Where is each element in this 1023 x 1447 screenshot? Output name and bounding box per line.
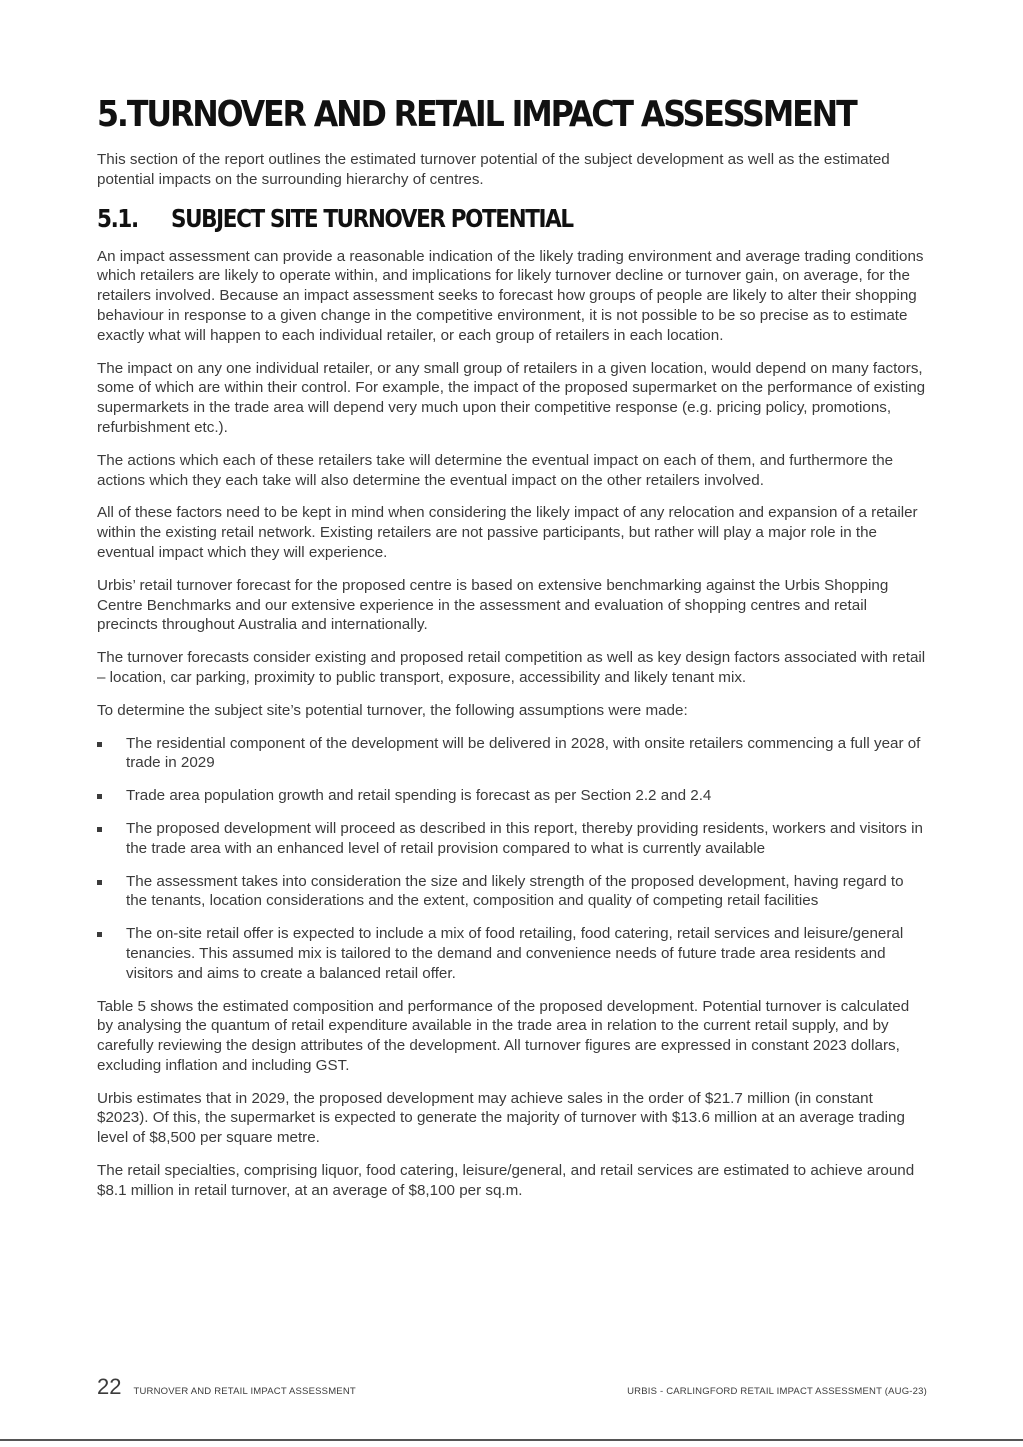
square-bullet-icon	[97, 794, 102, 799]
section-title: TURNOVER AND RETAIL IMPACT ASSESSMENT	[126, 94, 856, 135]
paragraph-factors: All of these factors need to be kept in mind when considering the likely impact of any relocation and expansion of a retailer within the existing retail network. Existing retailers are not passive participants, but rather will play a major role in the eventual impact which they will experience.	[97, 504, 918, 561]
bottom-divider	[0, 1439, 1023, 1441]
list-item-text: The assessment takes into consideration the size and likely strength of the proposed development, having regard to the tenants, location considerations and the extent, composition and quality of competing retail facilities	[126, 872, 904, 910]
list-item	[97, 819, 927, 859]
paragraph-specialties: The retail specialties, comprising liquor, food catering, leisure/general, and retail services are estimated to achieve around $8.1 million in retail turnover, at an average of $8,100 per sq.m.	[97, 1162, 915, 1199]
subsection-heading	[97, 203, 811, 235]
paragraph-forecast-basis: Urbis’ retail turnover forecast for the proposed centre is based on extensive benchmarking against the Urbis Shopping Centre Benchmarks and our extensive experience in the assessment and evaluation of shopping centres and retail precincts throughout Australia and internationally.	[97, 576, 889, 634]
section-heading	[97, 92, 856, 138]
list-item	[97, 734, 927, 774]
paragraph-retailer-actions: The actions which each of these retailers take will determine the eventual impact on each of them, and furthermore the actions which they each take will also determine the eventual impact on the other retailers involved.	[97, 451, 894, 489]
assumptions-list	[97, 734, 927, 984]
footer-report-title: URBIS - CARLINGFORD RETAIL IMPACT ASSESSMENT (AUG-23)	[627, 1386, 927, 1397]
list-item-text: The on-site retail offer is expected to include a mix of food retailing, food catering, retail services and leisure/general tenancies. This assumed mix is tailored to the demand and convenience needs of future trade area residents and visitors and aims to create a balanced retail offer.	[126, 925, 904, 982]
square-bullet-icon	[97, 932, 102, 937]
paragraph-assumptions-intro: To determine the subject site’s potential turnover, the following assumptions were made:	[97, 701, 688, 719]
list-item	[97, 924, 927, 983]
paragraph-design-factors: The turnover forecasts consider existing and proposed retail competition as well as key design factors associated with retail – location, car parking, proximity to public transport, exposure, accessibility and likely tenant mix.	[97, 649, 926, 686]
footer-left	[97, 1374, 356, 1400]
square-bullet-icon	[97, 827, 102, 832]
list-item	[97, 786, 927, 806]
intro-paragraph: This section of the report outlines the estimated turnover potential of the subject development as well as the estimated potential impacts on the surrounding hierarchy of centres.	[97, 151, 890, 188]
paragraph-sales-estimate: Urbis estimates that in 2029, the proposed development may achieve sales in the order of $21.7 million (in constant $2023). Of this, the supermarket is expected to generate the majority of turnover with $13.6 million at an average trading level of $8,500 per square metre.	[97, 1089, 905, 1147]
subsection-title: SUBJECT SITE TURNOVER POTENTIAL	[170, 203, 573, 233]
paragraph-impact-assessment: An impact assessment can provide a reasonable indication of the likely trading environment and average trading conditions which retailers are likely to operate within, and implications for likely turnover decline or turnover gain, on average, for the retailers involved. Because an impact assessment seeks to forecast how groups of people are likely to alter their shopping behaviour in response to a given change in the competitive environment, it is not possible to be so precise as to estimate exactly what will happen to each individual retailer, or each group of retailers in each location.	[97, 247, 924, 344]
list-item-text: The residential component of the development will be delivered in 2028, with onsite retailers commencing a full year of trade in 2029	[126, 734, 921, 772]
square-bullet-icon	[97, 880, 102, 885]
subsection-number: 5.1.	[97, 203, 138, 233]
page-content	[97, 92, 927, 1214]
paragraph-table-reference: Table 5 shows the estimated composition and performance of the proposed development. Potential turnover is calculated by analysing the quantum of retail expenditure available in the trade area in relation to the current retail supply, and by carefully reviewing the design attributes of the development. All turnover figures are expressed in constant 2023 dollars, excluding inflation and including GST.	[97, 997, 910, 1074]
section-number: 5.	[97, 94, 127, 135]
list-item-text: The proposed development will proceed as described in this report, thereby providing residents, workers and visitors in the trade area with an enhanced level of retail provision compared to what is currently available	[126, 819, 923, 857]
square-bullet-icon	[97, 742, 102, 747]
paragraph-individual-retailer: The impact on any one individual retailer, or any small group of retailers in a given location, would depend on many factors, some of which are within their control. For example, the impact of the proposed supermarket on the performance of existing supermarkets in the trade area will depend very much upon their competitive response (e.g. pricing policy, promotions, refurbishment etc.).	[97, 359, 926, 436]
page-footer	[97, 1374, 927, 1400]
list-item	[97, 872, 927, 912]
footer-section-title: TURNOVER AND RETAIL IMPACT ASSESSMENT	[133, 1386, 356, 1397]
page-number: 22	[97, 1374, 122, 1399]
list-item-text: Trade area population growth and retail spending is forecast as per Section 2.2 and 2.4	[126, 787, 712, 805]
